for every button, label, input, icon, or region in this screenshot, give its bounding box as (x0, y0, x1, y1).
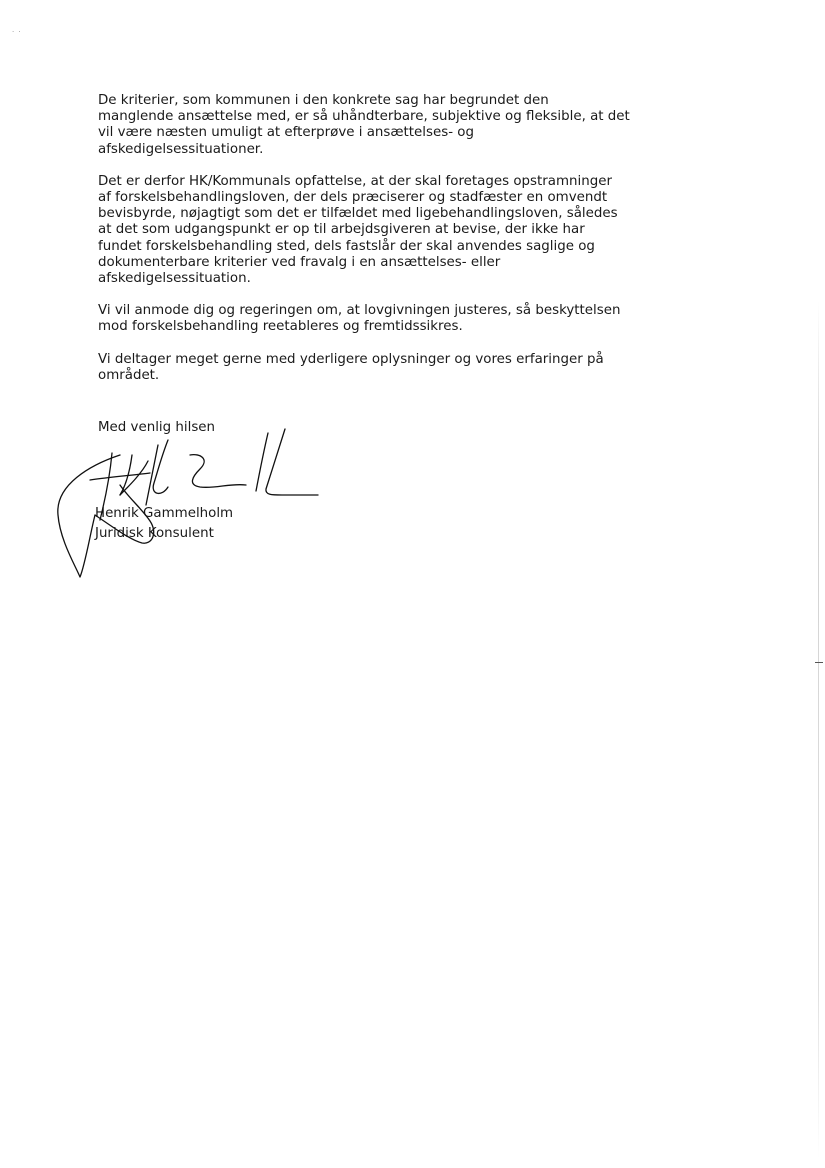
closing-salutation: Med venlig hilsen (98, 420, 216, 435)
signature-stroke-h4 (120, 461, 148, 495)
paragraph-opinion: Det er derfor HK/Kommunals opfattelse, at der skal foretages opstramninger af forskelsbehandlingsloven, der dels præciserer og stadfæster en omvendt bevisbyrde, nøjagtigt som det er tilfældet med ligebehandlingsloven, således at det som udgangspunkt er op til arbejdsgiveren at bevise, der ikke har fundet forskelsbehandling sted, dels fastslår der skal anvendes saglige og dokumenterbare kriterier ved fravalg i en ansættelses- eller afskedigelsessituation. (98, 173, 618, 287)
signature-stroke-h2 (90, 473, 150, 480)
letter-body (98, 93, 638, 400)
paragraph-criteria: De kriterier, som kommunen i den konkrete sag har begrundet den manglende ansættelse med, er så uhåndterbare, subjektive og fleksible, at det vil være næsten umuligt at efterprøve i ansættelses- og afskedigelsessituationer. (98, 93, 630, 157)
paragraph-request: Vi vil anmode dig og regeringen om, at lovgivningen justeres, så beskyttelsen mod forskelsbehandling reetableres og fremtidssikres. (98, 303, 621, 335)
scan-edge-tick (815, 662, 823, 663)
signature-stroke-h1 (100, 453, 112, 520)
signature-stroke-g2 (153, 440, 168, 493)
signature-loop (58, 455, 120, 577)
scan-edge-line (818, 300, 819, 1160)
handwritten-signature (50, 425, 340, 585)
signer-name: Henrik Gammelholm (95, 506, 234, 521)
signer-title: Juridisk Konsulent (95, 526, 214, 541)
paragraph-participation: Vi deltager meget gerne med yderligere oplysninger og vores erfaringer på området. (98, 351, 604, 383)
signature-loop-inner (95, 485, 154, 543)
scan-corner-mark: · · (12, 28, 22, 36)
signature-stroke-r2 (266, 429, 318, 495)
signature-stroke-r1 (256, 433, 268, 491)
signature-stroke-mid (190, 455, 246, 488)
